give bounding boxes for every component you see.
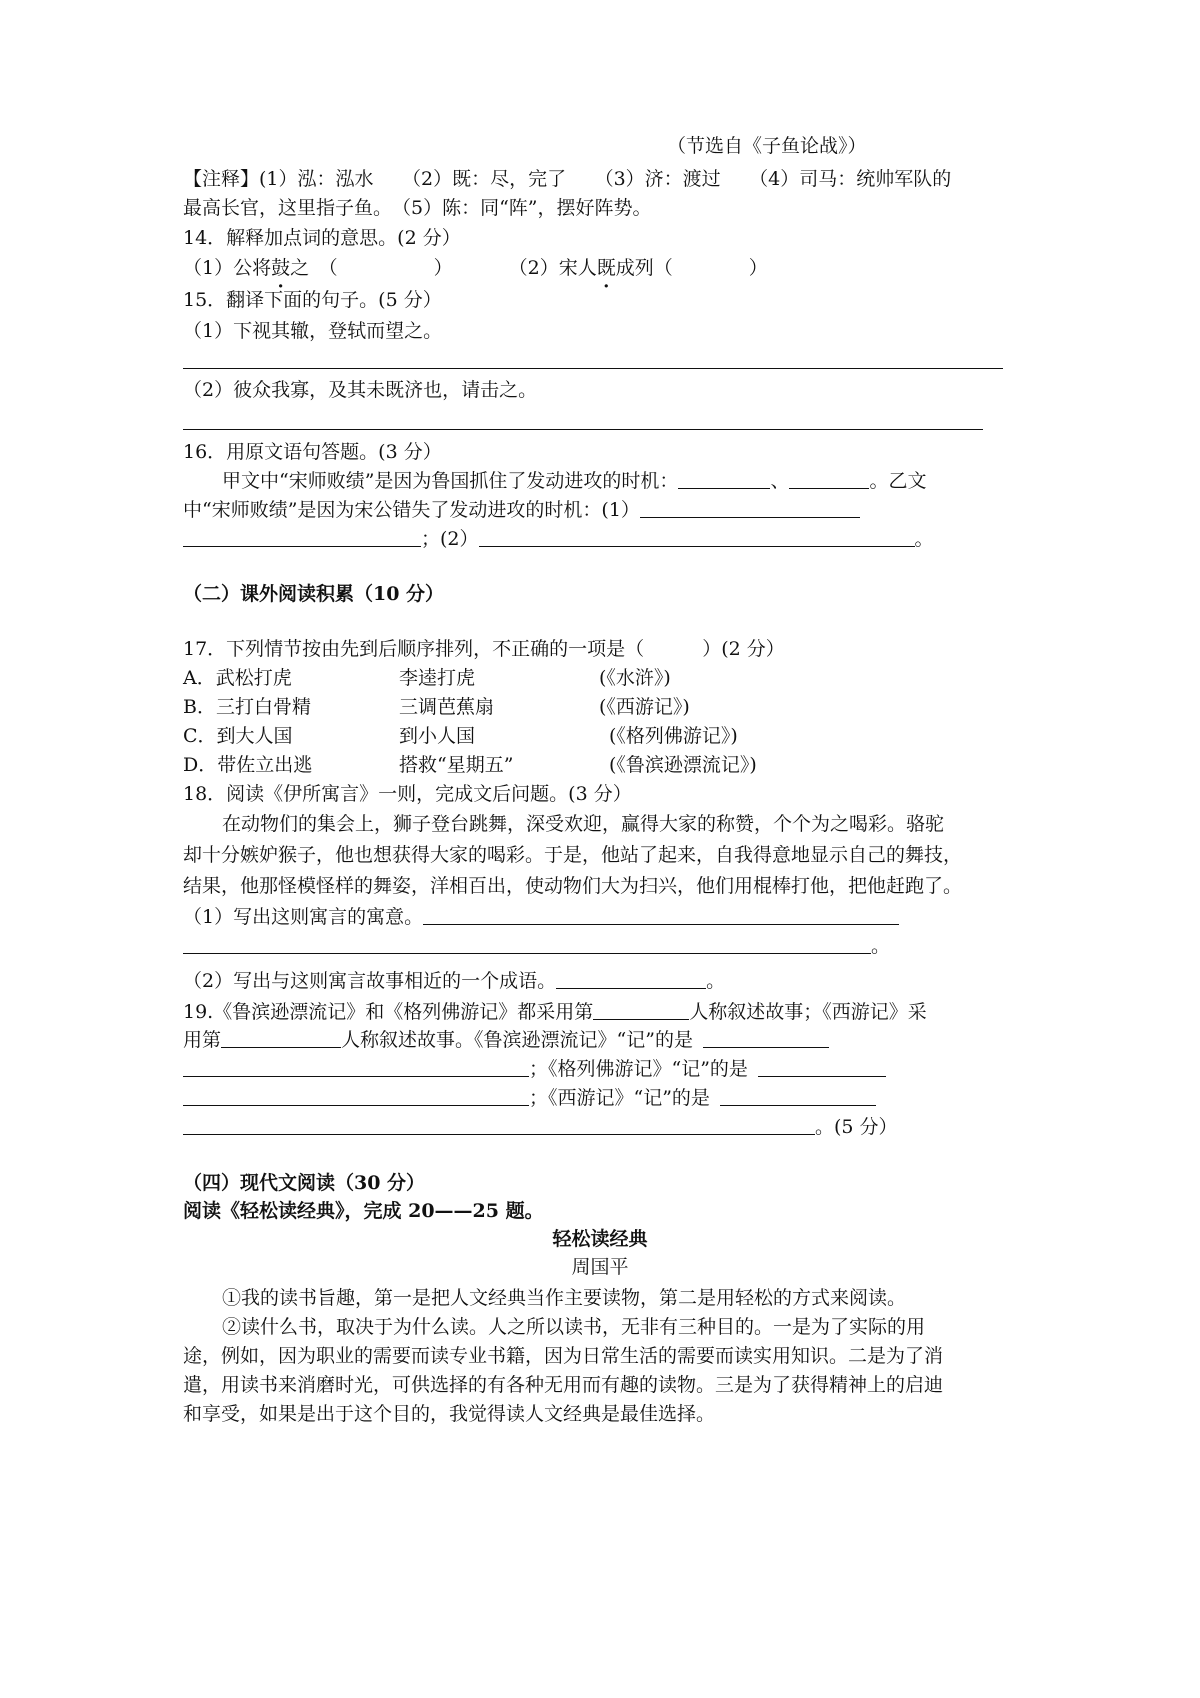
- q17-option-c[interactable]: C．到大人国 到小人国 (《格列佛游记》): [183, 725, 738, 747]
- q18-fable-line-2: 却十分嫉妒猴子，他也想获得大家的喝彩。于是，他站了起来，自我得意地显示自己的舞技，: [183, 844, 963, 866]
- q15-answer-line-2[interactable]: [183, 429, 983, 430]
- section-4-heading: （四）现代文阅读（30 分）: [183, 1172, 426, 1194]
- q18-fable-line-3: 结果，他那怪模怪样的舞姿，洋相百出，使动物们大为扫兴，他们用棍棒打他，把他赶跑了。: [183, 875, 963, 897]
- q14-stem: 14．解释加点词的意思。(2 分）: [183, 227, 461, 249]
- q16-stem: 16．用原文语句答题。(3 分）: [183, 441, 442, 463]
- q17-option-d[interactable]: D．带佐立出逃 搭救“星期五” (《鲁滨逊漂流记》): [183, 754, 757, 776]
- q15-answer-line-1[interactable]: [183, 368, 1003, 369]
- notes-line-1: 【注释】(1）泓：泓水 （2）既：尽，完了 （3）济：渡过 （4）司马：统帅军队的: [183, 168, 952, 190]
- q18-question-2: （2）写出与这则寓言故事相近的一个成语。 。: [183, 966, 725, 997]
- q16-blank-1[interactable]: [678, 466, 770, 489]
- q19-line-3: ；《格列佛游记》“记”的是: [183, 1054, 886, 1085]
- q19-blank-8[interactable]: [183, 1112, 815, 1135]
- q17-stem: 17．下列情节按由先到后顺序排列，不正确的一项是（ ）(2 分）: [183, 638, 785, 660]
- q16-line-2: 中“宋师败绩”是因为宋公错失了发动进攻的时机：(1）: [183, 495, 860, 526]
- q19-line-4: ；《西游记》“记”的是: [183, 1083, 876, 1114]
- q19-blank-1[interactable]: [593, 997, 689, 1020]
- q19-line-2: 用第 人称叙述故事。《鲁滨逊漂流记》“记”的是: [183, 1025, 829, 1056]
- q15-stem: 15．翻译下面的句子。(5 分）: [183, 289, 442, 311]
- q19-blank-4[interactable]: [183, 1054, 529, 1077]
- article-title: 轻松读经典: [552, 1228, 648, 1250]
- q16-blank-5[interactable]: [479, 524, 915, 547]
- q16-blank-3[interactable]: [640, 495, 860, 518]
- q19-blank-3[interactable]: [703, 1025, 829, 1048]
- q18-stem: 18．阅读《伊所寓言》一则，完成文后问题。(3 分）: [183, 783, 632, 805]
- article-paragraph-2-line-4: 和享受，如果是出于这个目的，我觉得读人文经典是最佳选择。: [183, 1403, 716, 1425]
- q19-line-5: 。(5 分）: [183, 1112, 898, 1143]
- q16-line-1: 甲文中“宋师败绩”是因为鲁国抓住了发动进攻的时机： 、 。乙文: [222, 466, 926, 497]
- q14-item1-dotted-char: 鼓: [271, 257, 291, 279]
- q18-blank-3[interactable]: [556, 966, 706, 989]
- article-author: 周国平: [571, 1256, 629, 1278]
- section-2-heading: （二）课外阅读积累（10 分）: [183, 583, 445, 605]
- q19-blank-7[interactable]: [720, 1083, 876, 1106]
- q19-blank-6[interactable]: [183, 1083, 529, 1106]
- article-paragraph-2-line-3: 遣，用读书来消磨时光，可供选择的有各种无用而有趣的读物。三是为了获得精神上的启迪: [183, 1374, 944, 1396]
- q18-fable-line-1: 在动物们的集会上，狮子登台跳舞，深受欢迎，赢得大家的称赞，个个为之喝彩。骆驼: [222, 813, 945, 835]
- q14-item2-dotted-char: 既: [596, 257, 616, 279]
- article-paragraph-2-line-2: 途，例如，因为职业的需要而读专业书籍，因为日常生活的需要而读实用知识。二是为了消: [183, 1345, 944, 1367]
- article-paragraph-2-line-1: ②读什么书，取决于为什么读。人之所以读书，无非有三种目的。一是为了实际的用: [222, 1316, 926, 1338]
- notes-line-2: 最高长官，这里指子鱼。 （5）陈：同“阵”，摆好阵势。: [183, 197, 652, 219]
- q17-option-a[interactable]: A．武松打虎 李逵打虎 (《水浒》): [183, 667, 671, 689]
- reading-instruction: 阅读《轻松读经典》，完成 20——25 题。: [183, 1200, 544, 1222]
- q16-blank-4[interactable]: [183, 524, 421, 547]
- q18-blank-1[interactable]: [423, 902, 899, 925]
- q15-sentence-1: （1）下视其辙，登轼而望之。: [183, 320, 443, 342]
- q14-items: （1）公将鼓之 （ ） （2）宋人既成列（ ）: [183, 257, 768, 279]
- q18-question-1: （1）写出这则寓言的寓意。: [183, 902, 899, 933]
- q17-option-b[interactable]: B．三打白骨精 三调芭蕉扇 (《西游记》): [183, 696, 690, 718]
- source-note: （节选自《子鱼论战》）: [667, 135, 867, 157]
- q19-blank-5[interactable]: [758, 1054, 886, 1077]
- q15-sentence-2: （2）彼众我寡，及其未既济也，请击之。: [183, 379, 538, 401]
- q16-blank-2[interactable]: [789, 466, 869, 489]
- q18-blank-2[interactable]: [183, 931, 871, 954]
- q19-line-1: 19.《鲁滨逊漂流记》和《格列佛游记》都采用第 人称叙述故事；《西游记》采: [183, 997, 927, 1028]
- q16-line-3: ；(2） 。: [183, 524, 934, 555]
- article-paragraph-1: ①我的读书旨趣，第一是把人文经典当作主要读物，第二是用轻松的方式来阅读。: [222, 1287, 907, 1309]
- q18-question-1-cont: 。: [183, 931, 890, 962]
- q19-blank-2[interactable]: [221, 1025, 341, 1048]
